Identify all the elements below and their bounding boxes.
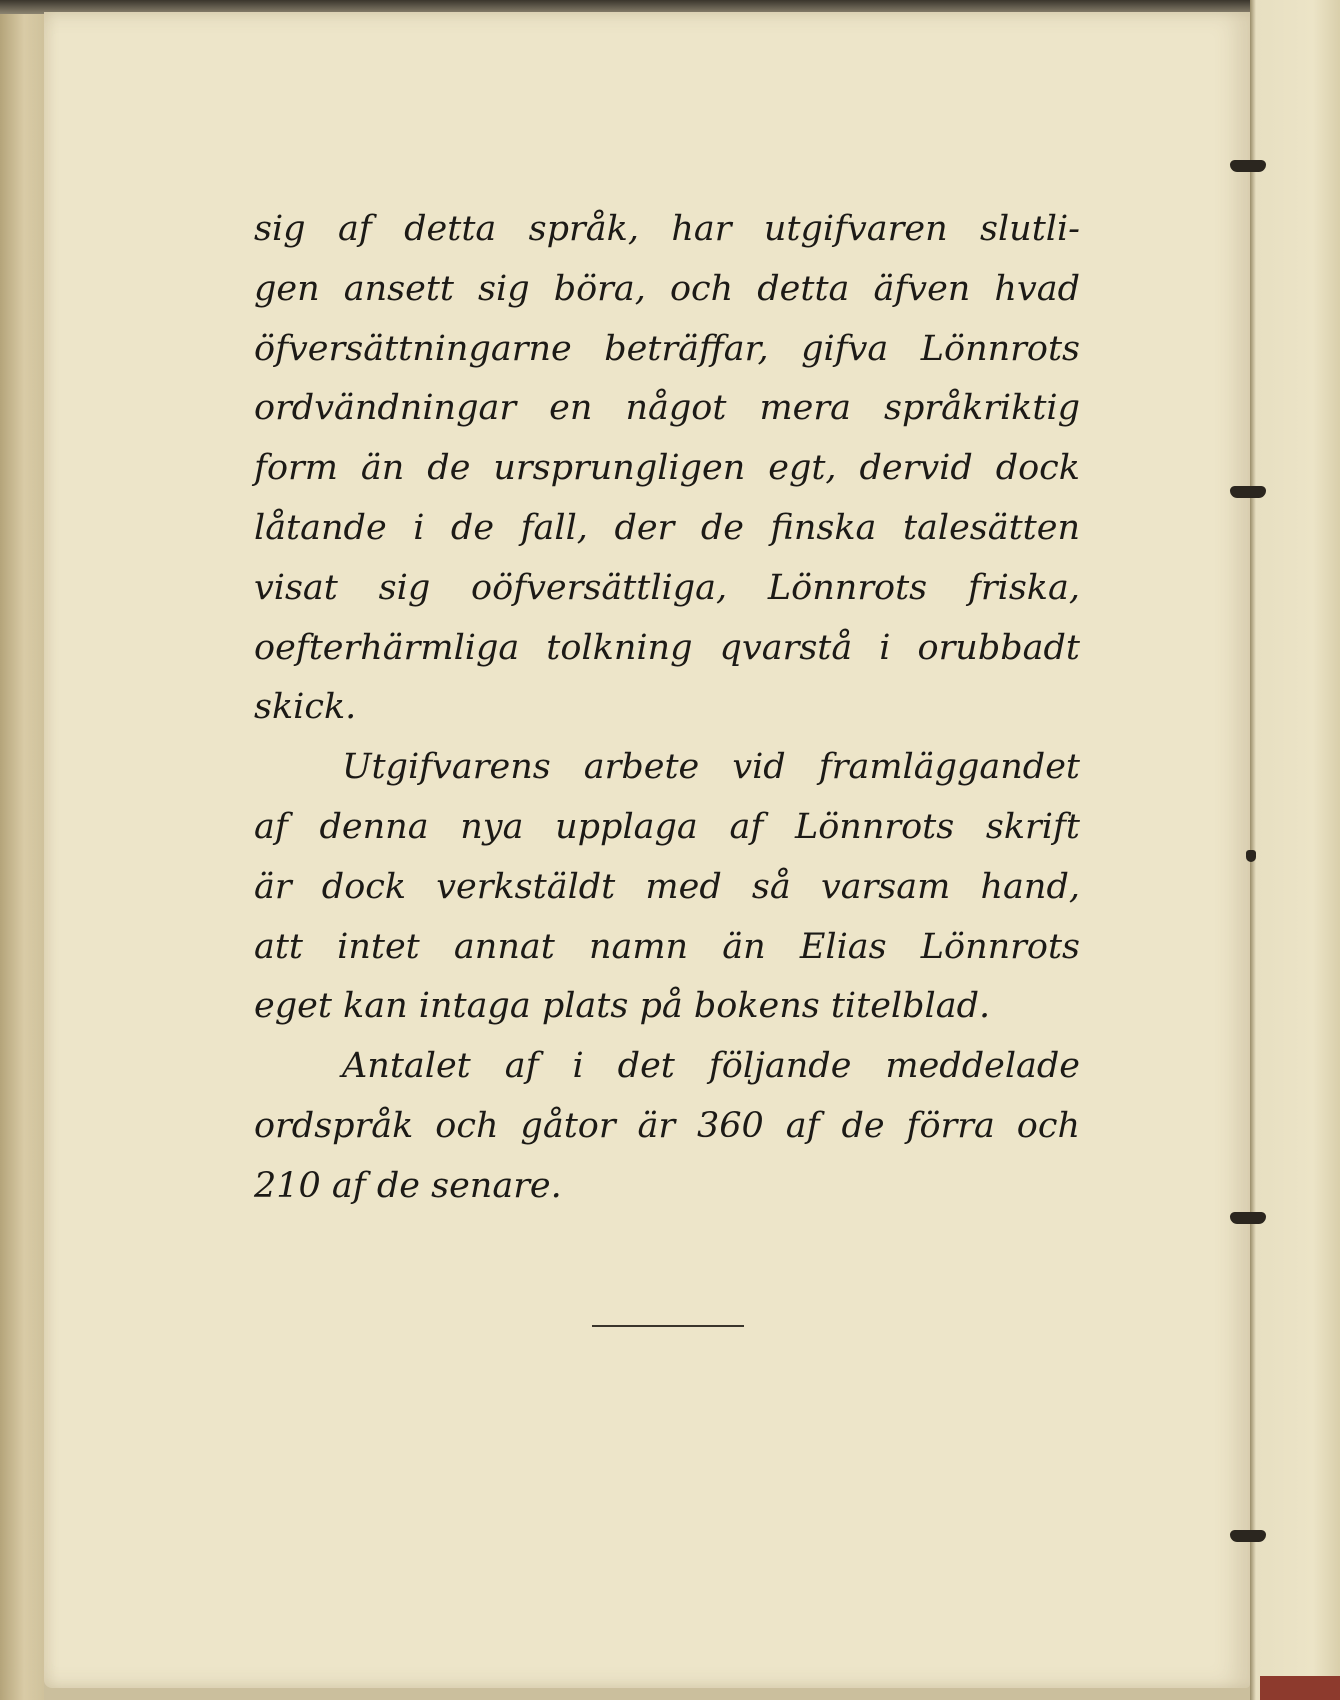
text-line: 210 af de senare.	[254, 1165, 562, 1206]
binding-stitch	[1230, 486, 1266, 498]
text-line: är dock verkstäldt med så varsam hand,	[254, 866, 1080, 907]
text-line: af denna nya upplaga af Lönnrots skrift	[254, 806, 1080, 847]
text-line: form än de ursprungligen egt, dervid dock	[254, 448, 1080, 489]
paragraph-2	[254, 738, 1080, 1037]
cover-corner	[1260, 1676, 1340, 1700]
text-line: låtande i de fall, der de finska talesätten	[254, 507, 1080, 548]
text-line: oefterhärmliga tolkning qvarstå i orubbadt	[254, 627, 1080, 668]
text-line: Utgifvarens arbete vid framläggandet	[342, 747, 1080, 788]
text-line: gen ansett sig böra, och detta äfven hvad	[254, 268, 1080, 309]
end-rule	[592, 1325, 744, 1327]
left-page-edge	[0, 0, 44, 1700]
text-line: skick.	[254, 687, 357, 728]
text-line: att intet annat namn än Elias Lönnrots	[254, 926, 1080, 967]
body-text	[254, 200, 1080, 1217]
binding-stitch	[1230, 1530, 1266, 1542]
text-line: eget kan intaga plats på bokens titelblad.	[254, 986, 991, 1027]
text-line: ordspråk och gåtor är 360 af de förra och	[254, 1105, 1080, 1146]
binding-strip	[1250, 0, 1340, 1700]
text-line: Antalet af i det följande meddelade	[342, 1046, 1080, 1087]
text-line: visat sig oöfversättliga, Lönnrots friska,	[254, 567, 1080, 608]
paragraph-1	[254, 200, 1080, 738]
binding-stitch	[1230, 160, 1266, 172]
binding-stitch	[1230, 1212, 1266, 1224]
text-line: sig af detta språk, har utgifvaren slutli-	[254, 209, 1080, 249]
paragraph-3	[254, 1037, 1080, 1216]
text-line: öfversättningarne beträffar, gifva Lönnrots	[254, 328, 1080, 369]
text-line: ordvändningar en något mera språkriktig	[254, 388, 1080, 429]
binding-stitch	[1246, 850, 1256, 862]
